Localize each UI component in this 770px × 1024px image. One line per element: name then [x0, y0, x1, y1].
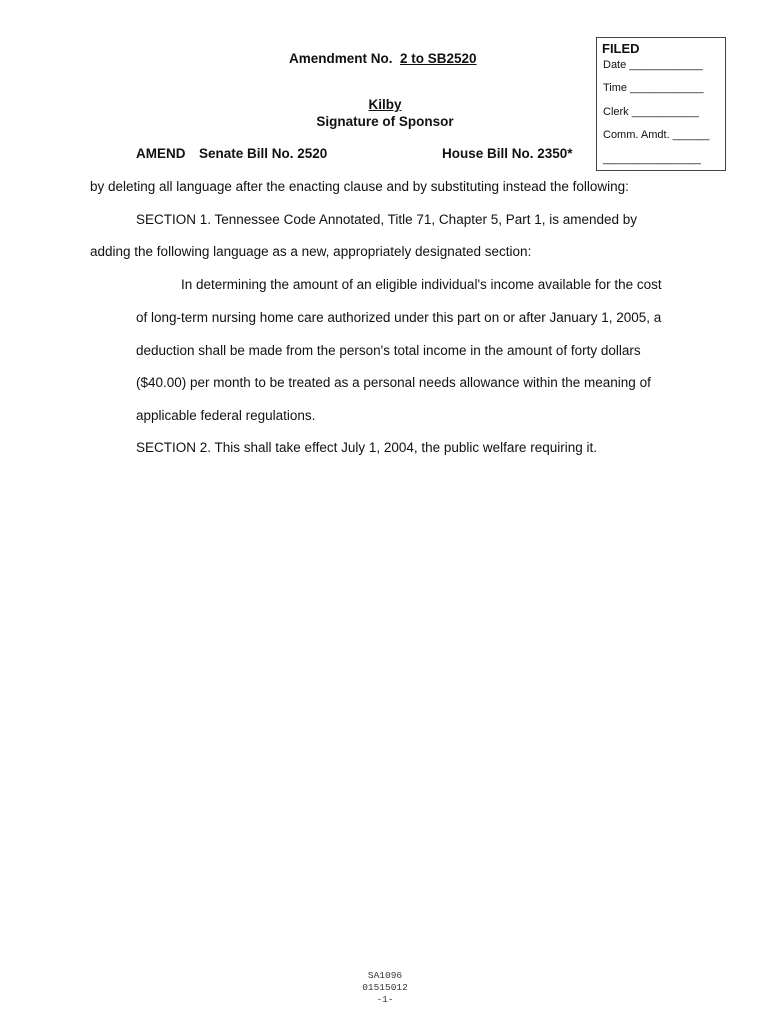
- senate-bill-number: Senate Bill No. 2520: [199, 146, 328, 161]
- sponsor-signature-label: Signature of Sponsor: [316, 114, 454, 129]
- sponsor-name: Kilby: [368, 97, 402, 112]
- filed-date-row: Date ____________: [603, 59, 703, 71]
- intro-paragraph: by deleting all language after the enacting clause and by substituting instead the following:: [90, 179, 629, 194]
- filed-title: FILED: [602, 41, 640, 56]
- filed-blank-row: ________________: [603, 153, 701, 165]
- section1-line1: SECTION 1. Tennessee Code Annotated, Title 71, Chapter 5, Part 1, is amended by: [136, 212, 638, 227]
- house-bill-number: House Bill No. 2350*: [442, 146, 573, 161]
- footer-code-1: SA1096: [367, 970, 403, 981]
- page-number: -1-: [376, 994, 394, 1005]
- footer-code-2: 01515012: [362, 982, 408, 993]
- quote-line-1: In determining the amount of an eligible individual's income available for the cost: [181, 277, 662, 292]
- quote-line-4: ($40.00) per month to be treated as a personal needs allowance within the meaning of: [136, 375, 651, 390]
- amendment-number: [289, 51, 477, 66]
- amend-word: AMEND: [136, 146, 186, 161]
- quote-line-2: of long-term nursing home care authorized under this part on or after January 1, 2005, a: [136, 310, 662, 325]
- amendment-value: 2 to SB2520: [400, 51, 477, 66]
- filed-clerk-row: Clerk ___________: [603, 106, 700, 118]
- filed-time-row: Time ____________: [603, 82, 704, 94]
- amendment-label: Amendment No.: [289, 51, 393, 66]
- quote-line-3: deduction shall be made from the person's total income in the amount of forty dollars: [136, 343, 641, 358]
- quote-line-5: applicable federal regulations.: [136, 408, 316, 423]
- section2-paragraph: SECTION 2. This shall take effect July 1, 2004, the public welfare requiring it.: [136, 440, 597, 455]
- section1-line2: adding the following language as a new, appropriately designated section:: [90, 244, 532, 259]
- filed-comm-amdt-row: Comm. Amdt. ______: [603, 129, 710, 141]
